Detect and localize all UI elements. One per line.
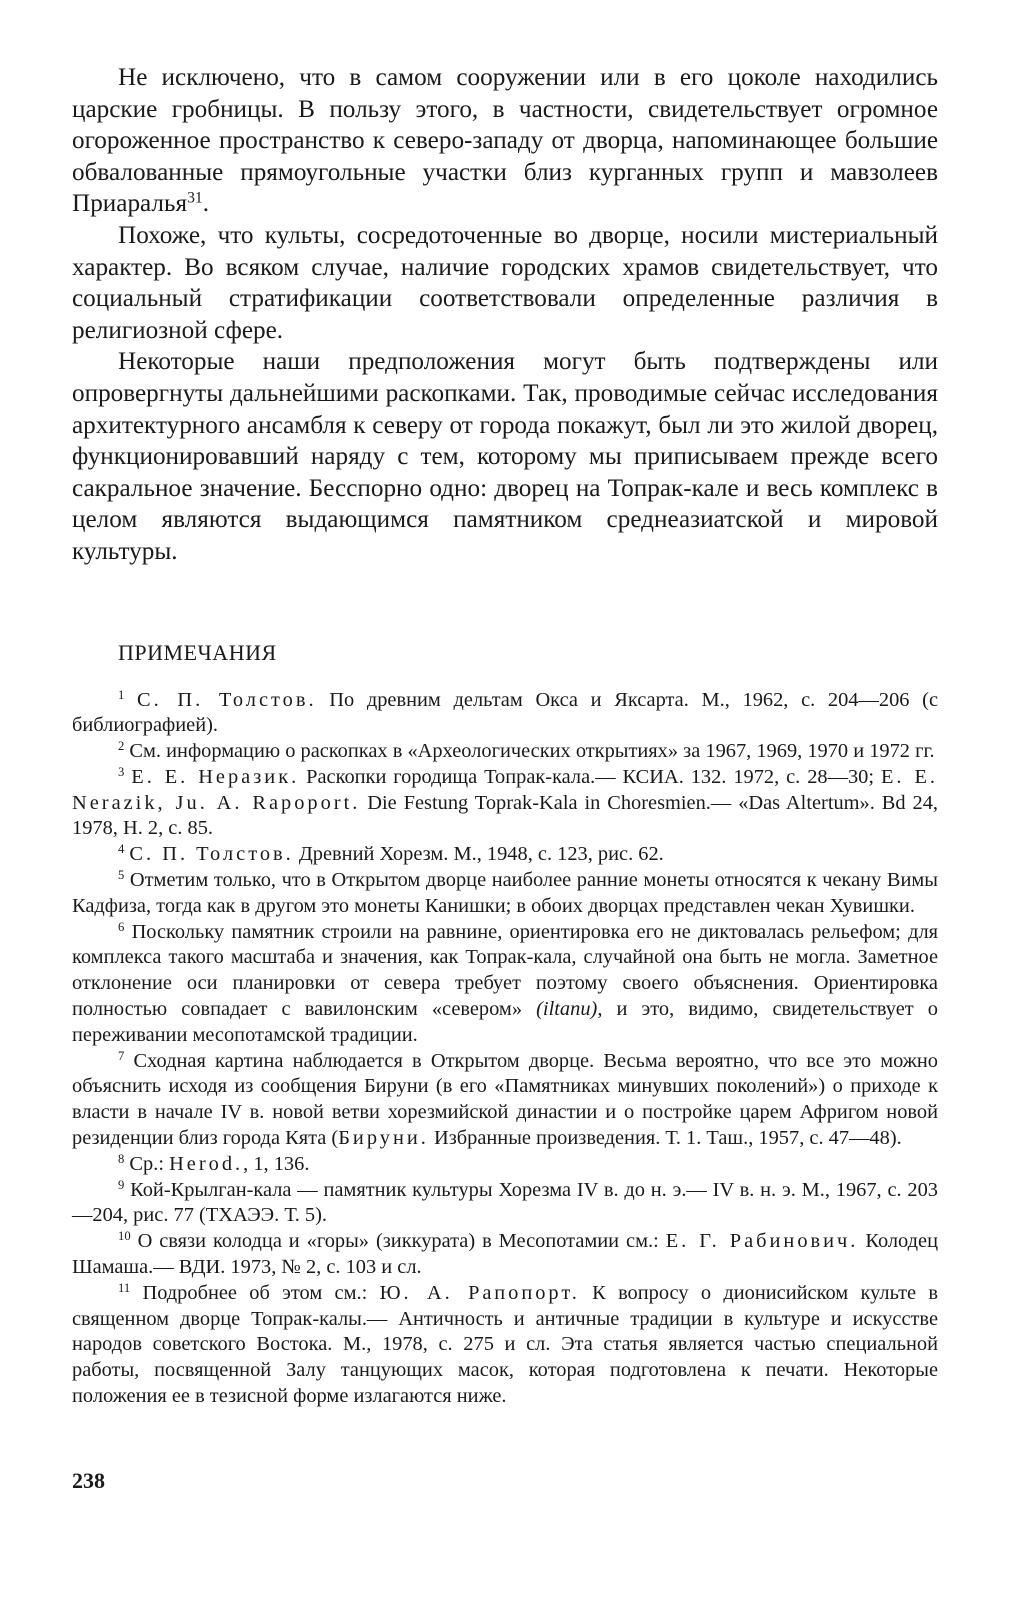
- note-author: Бируни.: [338, 1127, 429, 1150]
- note-text: Ср.:: [129, 1152, 170, 1175]
- note-item: [72, 739, 938, 765]
- note-text: , и это, видимо, свидетельствует о переживании месопотамской традиции.: [72, 998, 938, 1046]
- note-number: 2: [118, 739, 125, 754]
- note-text: Древний Хорезм. М., 1948, с. 123, рис. 62.: [293, 843, 664, 866]
- note-number: 8: [118, 1151, 125, 1166]
- note-author: С. П. Толстов.: [137, 688, 317, 711]
- paragraph-1: Не исключено, что в самом сооружении или в его цоколе находились царские гробницы. В пользу этого, в частности, свидетельствует огромное огороженное пространство к северо-западу от дворца, напоминающее большие обвалованные прямоугольные участки близ курганных групп и мавзолеев Приаралья$^{31}$.: [72, 64, 938, 218]
- note-item: [72, 868, 938, 920]
- note-author: С. П. Толстов.: [129, 843, 294, 866]
- note-author: Herod.: [169, 1152, 244, 1175]
- note-number: 11: [118, 1280, 131, 1295]
- page: [72, 62, 938, 1410]
- footnote-ref-31: 31: [187, 189, 203, 207]
- note-number: 6: [118, 919, 125, 934]
- note-author: Ю. А. Рапопорт.: [379, 1281, 580, 1304]
- notes-list: [72, 688, 938, 1410]
- note-item: [72, 688, 938, 740]
- note-text: Колодец Шамаша.— ВДИ. 1973, № 2, с. 103 и сл.: [72, 1230, 938, 1279]
- note-author: Е. Е. Неразик.: [131, 765, 300, 788]
- paragraph-3: Некоторые наши предположения могут быть подтверждены или опровергнуты дальнейшими раскопками. Так, проводимые сейчас исследования архитектурного ансамбля к северу от города покажут, был ли это жилой дворец, функционировавший наряду с тем, которому мы приписываем прежде всего сакральное значение. Бесспорно одно: дворец на Топрак-кале и весь комплекс в целом являются выдающимся памятником среднеазиатской и мировой культуры.: [72, 348, 938, 565]
- note-text: Die Festung Toprak-Kala in Choresmien.— «Das Altertum». Bd 24, 1978, H. 2, c. 85.: [72, 791, 938, 840]
- note-number: 7: [118, 1048, 125, 1063]
- note-item: [72, 1049, 938, 1152]
- note-text: См. информацию о раскопках в «Археологических открытиях» за 1967, 1969, 1970 и 1972 гг.: [129, 740, 935, 763]
- note-number: 10: [118, 1229, 131, 1244]
- note-text: Отметим только, что в Открытом дворце наиболее ранние монеты относятся к чекану Вимы Кадфиза, тогда как в другом это монеты Канишки; в обоих дворцах представлен чекан Хувишки.: [72, 869, 938, 917]
- note-emphasis: (iltanu): [536, 998, 598, 1021]
- note-number: 3: [118, 764, 125, 779]
- note-item: [72, 920, 938, 1049]
- note-text: Избранные произведения. Т. 1. Таш., 1957, с. 47—48).: [428, 1127, 902, 1150]
- note-number: 9: [118, 1177, 125, 1192]
- note-text: По древним дельтам Окса и Яксарта. М., 1962, с. 204—206 (с библиографией).: [72, 688, 939, 737]
- note-item: [72, 842, 938, 868]
- note-text: Сходная картина наблюдается в Открытом дворце. Весьма вероятно, что все это можно объяснить исходя из сообщения Бируни (в его «Памятниках минувших поколений») о приходе к власти в начале IV в. новой ветви хорезмийской династии и о постройке царем Афригом новой резиденции близ города Кята (: [72, 1049, 938, 1150]
- body-text: [72, 62, 938, 568]
- note-author: Е. Г. Рабинович.: [665, 1230, 859, 1253]
- note-item: [72, 1178, 938, 1230]
- note-item: [72, 1229, 938, 1281]
- paragraph-2: Похоже, что культы, сосредоточенные во дворце, носили мистериальный характер. Во всяком случае, наличие городских храмов свидетельствует, что социальный стратификации соответствовали определенные различия в религиозной сфере.: [72, 221, 938, 344]
- note-text: , 1, 136.: [243, 1152, 310, 1175]
- note-number: 5: [118, 868, 125, 883]
- note-text: Кой-Крылган-кала — памятник культуры Хорезма IV в. до н. э.— IV в. н. э. М., 1967, с. 203—204, рис. 77 (ТХАЭЭ. Т. 5).: [72, 1178, 938, 1227]
- note-item: [72, 765, 938, 842]
- note-item: [72, 1281, 938, 1410]
- note-text: Поскольку памятник строили на равнине, ориентировка его не диктовалась рельефом; для комплекса такого масштаба и значения, как Топрак-кала, случайной она быть не могла. Заметное отклонение оси планировки от севера требует поэтому своего объяснения. Ориентировка полностью совпадает с вавилонским «севером»: [72, 920, 938, 1021]
- note-text: Раскопки городища Топрак-кала.— КСИА. 132. 1972, с. 28—30;: [299, 765, 881, 788]
- notes-heading: ПРИМЕЧАНИЯ: [118, 639, 277, 665]
- note-text: О связи колодца и «горы» (зиккурата) в Месопотамии см.:: [137, 1230, 666, 1253]
- note-item: [72, 1152, 938, 1178]
- note-text: К вопросу о дионисийском культе в священном дворце Топрак-калы.— Античность и античные традиции в культуре и искусстве народов советского Востока. М., 1978, с. 275 и сл. Эта статья является частью специальной работы, посвященной Залу танцующих масок, которая подготовлена к печати. Некоторые положения ее в тезисной форме излагаются ниже.: [72, 1281, 938, 1408]
- note-number: 4: [118, 842, 125, 857]
- note-number: 1: [118, 687, 125, 702]
- note-text: Подробнее об этом см.:: [142, 1281, 380, 1304]
- page-number: 238: [72, 1468, 105, 1493]
- note-author: E. E. Nerazik, Ju. A. Rapoport.: [72, 765, 938, 814]
